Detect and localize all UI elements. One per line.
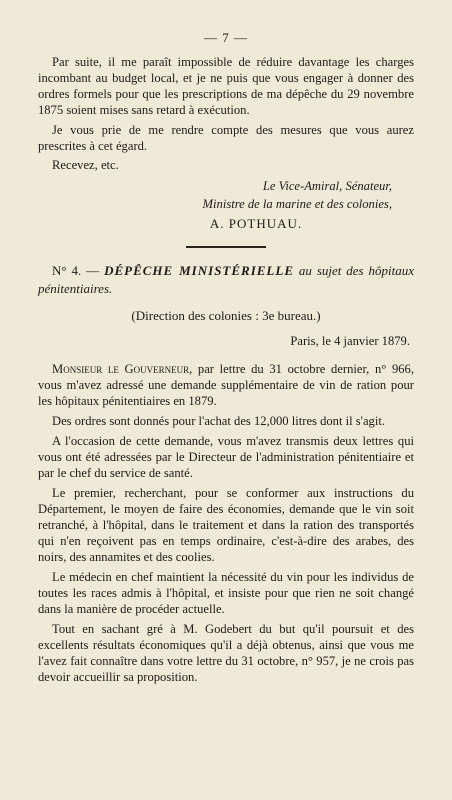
page-number: — 7 — <box>204 30 248 45</box>
closing-formula: Recevez, etc. <box>52 158 119 172</box>
letter2-paragraph-1 <box>38 361 414 409</box>
letter2-paragraph-5: Le médecin en chef maintient la nécessité du vin pour les individus de toutes les races admis à l'hôpital, et insiste pour que rien ne soit changé dans la manière de procéder actuelle. <box>38 570 414 616</box>
signature-title-2: Ministre de la marine et des colonies, <box>202 197 392 211</box>
letter1-paragraph-1: Par suite, il me paraît impossible de réduire davantage les charges incombant au budget local, et je ne puis que vous engager à donner des ordres formels pour que les prescriptions de ma dépêche du 29 novembre 1875 soient mises sans retard à exécution. <box>38 55 414 117</box>
letter2-paragraph-4: Le premier, recherchant, pour se conformer aux instructions du Département, le moyen de faire des économies, demande que le vin soit retranché, à l'hôpital, dans le traitement et dans la ration des transportés qui n'en reçoivent pas en temps ordinaire, c'est-à-dire des arabes, des noirs, des annamites et des coolies. <box>38 486 414 564</box>
letter2-paragraph-6: Tout en sachant gré à M. Godebert du but qu'il poursuit et des excellents résultats économiques qu'il a déjà obtenus, ainsi que vous me l'avez fait connaître dans votre lettre du 31 octobre, n° 957, je ne crois pas devoir accueillir sa proposition. <box>38 622 414 684</box>
section-number: N° 4. <box>52 263 82 278</box>
letter1-paragraph-2: Je vous prie de me rendre compte des mesures que vous aurez prescrites à cet égard. <box>38 123 414 153</box>
letter2-paragraph-1-text: par lettre du 31 octobre dernier, n° 966, vous m'avez adressé une demande supplémentaire de vin de ration pour les hôpitaux pénitentiaires en 1879. <box>38 362 414 408</box>
bureau-line: (Direction des colonies : 3e bureau.) <box>131 308 321 323</box>
signature-name: A. POTHUAU. <box>209 216 303 231</box>
section-heading: DÉPÊCHE MINISTÉRIELLE <box>104 263 294 278</box>
salutation: Monsieur le Gouverneur, <box>52 362 193 376</box>
section-title <box>38 262 414 298</box>
section-dash: — <box>86 263 100 278</box>
letter2-paragraph-3: A l'occasion de cette demande, vous m'avez transmis deux lettres qui vous ont été adressées par le Directeur de l'administration pénitentiaire et par le chef du service de santé. <box>38 434 414 480</box>
section-subheading: au sujet des hôpitaux pénitentiaires. <box>38 263 415 296</box>
letter2-paragraph-2: Des ordres sont donnés pour l'achat des 12,000 litres dont il s'agit. <box>52 414 385 428</box>
signature-title-1: Le Vice-Amiral, Sénateur, <box>262 179 392 193</box>
section-divider <box>186 246 266 248</box>
dateline: Paris, le 4 janvier 1879. <box>290 334 410 348</box>
